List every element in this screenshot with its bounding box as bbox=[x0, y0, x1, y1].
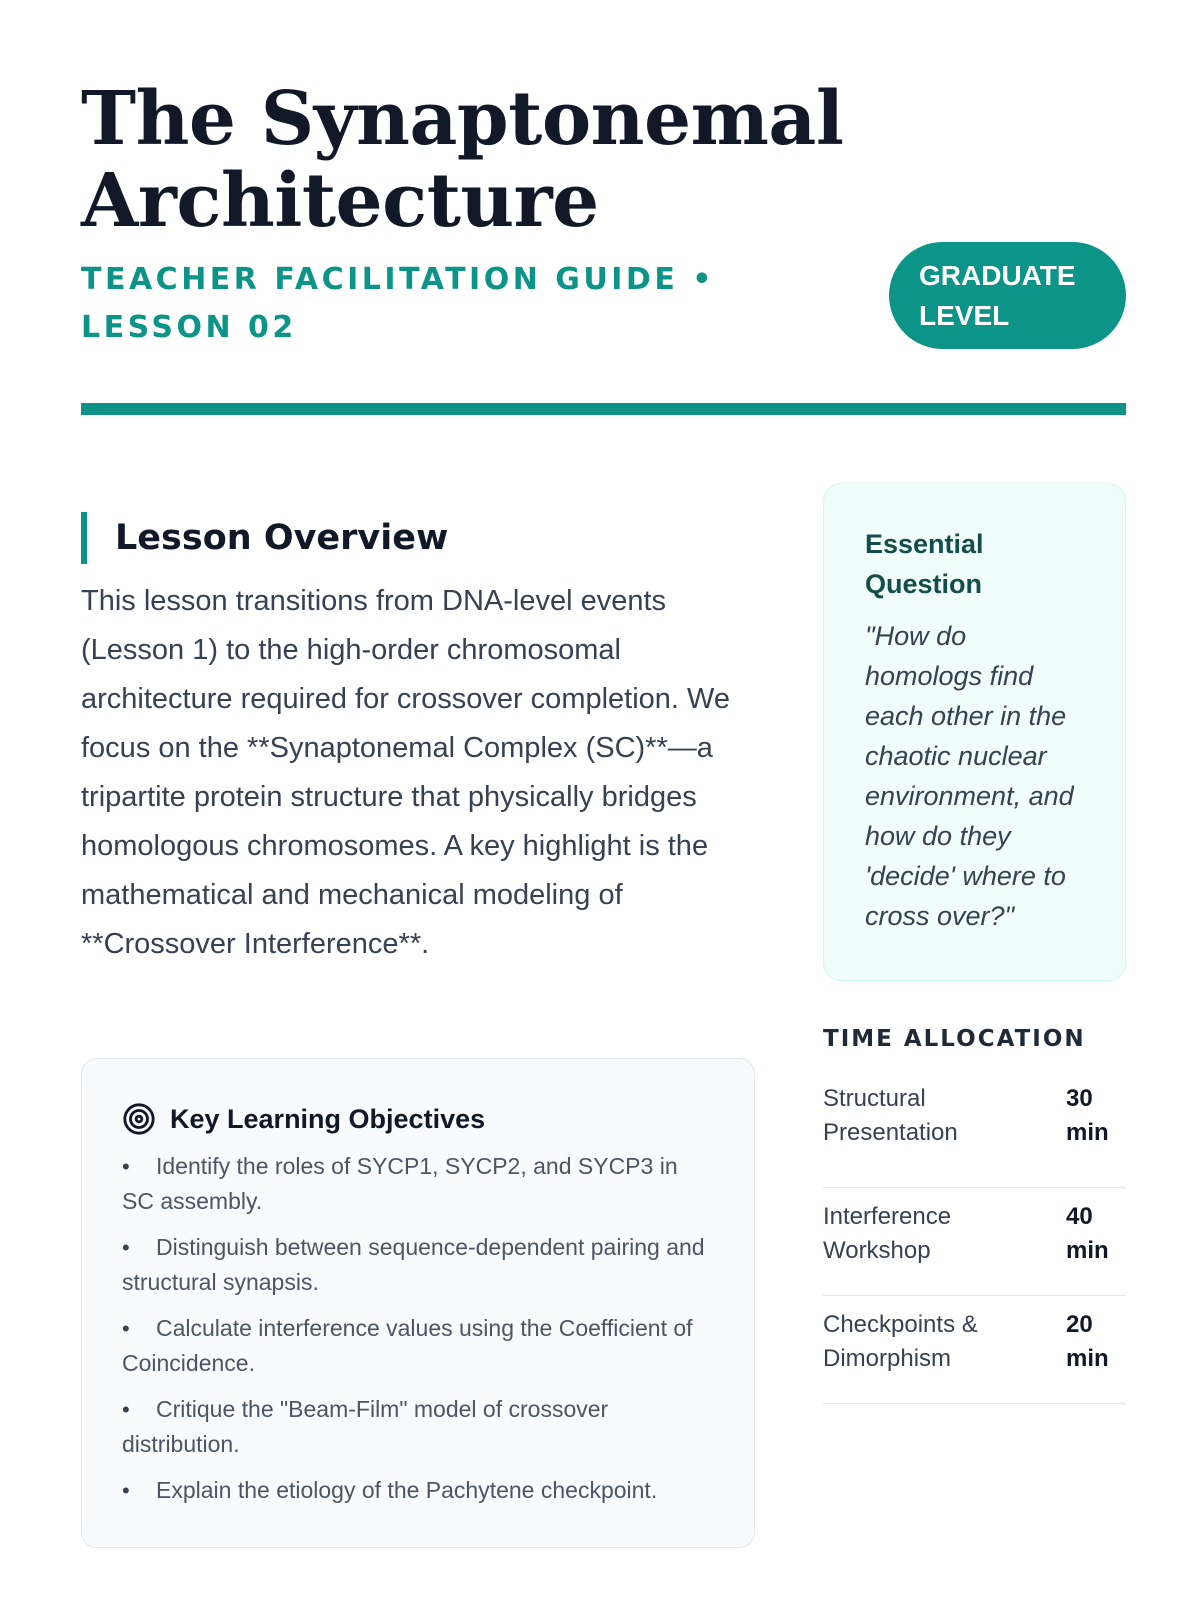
table-row bbox=[823, 1080, 1126, 1188]
time-row-value: 40 min bbox=[1066, 1203, 1109, 1264]
time-row-label: Checkpoints & Dimorphism bbox=[823, 1311, 978, 1372]
objectives-header bbox=[122, 1101, 714, 1137]
list-item: • Critique the "Beam-Film" model of crossover distribution. bbox=[122, 1392, 714, 1461]
page-subtitle: TEACHER FACILITATION GUIDE • LESSON 02 bbox=[81, 262, 715, 345]
bullet-icon: • bbox=[122, 1316, 130, 1341]
time-allocation-title: TIME ALLOCATION bbox=[823, 1026, 1086, 1052]
time-row-value: 20 min bbox=[1066, 1311, 1109, 1372]
essential-question-quote: "How do homologs find each other in the chaotic nuclear environment, and how do they 'decide' where to cross over?" bbox=[865, 621, 1074, 931]
overview-text: This lesson transitions from DNA-level events (Lesson 1) to the high-order chromosomal architecture required for crossover completion. We focus on the **Synaptonemal Complex (SC)**—a tripartite protein structure that physically bridges homologous chromosomes. A key highlight is the mathematical and mechanical modeling of **Crossover Interference**. bbox=[81, 585, 731, 960]
bullet-icon: • bbox=[122, 1397, 130, 1422]
target-icon bbox=[122, 1102, 156, 1136]
header-divider bbox=[81, 403, 1126, 415]
overview-heading: Lesson Overview bbox=[81, 512, 731, 564]
objectives-card bbox=[81, 1058, 755, 1548]
list-item: • Calculate interference values using the Coefficient of Coincidence. bbox=[122, 1311, 714, 1380]
table-row bbox=[823, 1296, 1126, 1404]
essential-question-title: Essential Question bbox=[865, 529, 984, 599]
page-title: The Synaptonemal Architecture bbox=[81, 76, 844, 244]
table-row bbox=[823, 1188, 1126, 1296]
bullet-icon: • bbox=[122, 1154, 130, 1179]
time-row-value: 30 min bbox=[1066, 1085, 1109, 1146]
list-item: • Explain the etiology of the Pachytene checkpoint. bbox=[122, 1473, 714, 1508]
time-row-label: Structural Presentation bbox=[823, 1085, 958, 1146]
list-item: • Distinguish between sequence-dependent pairing and structural synapsis. bbox=[122, 1230, 714, 1299]
time-row-label: Interference Workshop bbox=[823, 1203, 952, 1264]
objectives-list bbox=[122, 1149, 714, 1508]
bullet-icon: • bbox=[122, 1235, 130, 1260]
bullet-icon: • bbox=[122, 1478, 130, 1503]
level-badge: GRADUATE LEVEL bbox=[889, 242, 1126, 349]
essential-question-card bbox=[823, 483, 1126, 981]
list-item: • Identify the roles of SYCP1, SYCP2, and SYCP3 in SC assembly. bbox=[122, 1149, 714, 1218]
objectives-title: Key Learning Objectives bbox=[170, 1104, 486, 1134]
time-allocation-table bbox=[823, 1080, 1126, 1404]
